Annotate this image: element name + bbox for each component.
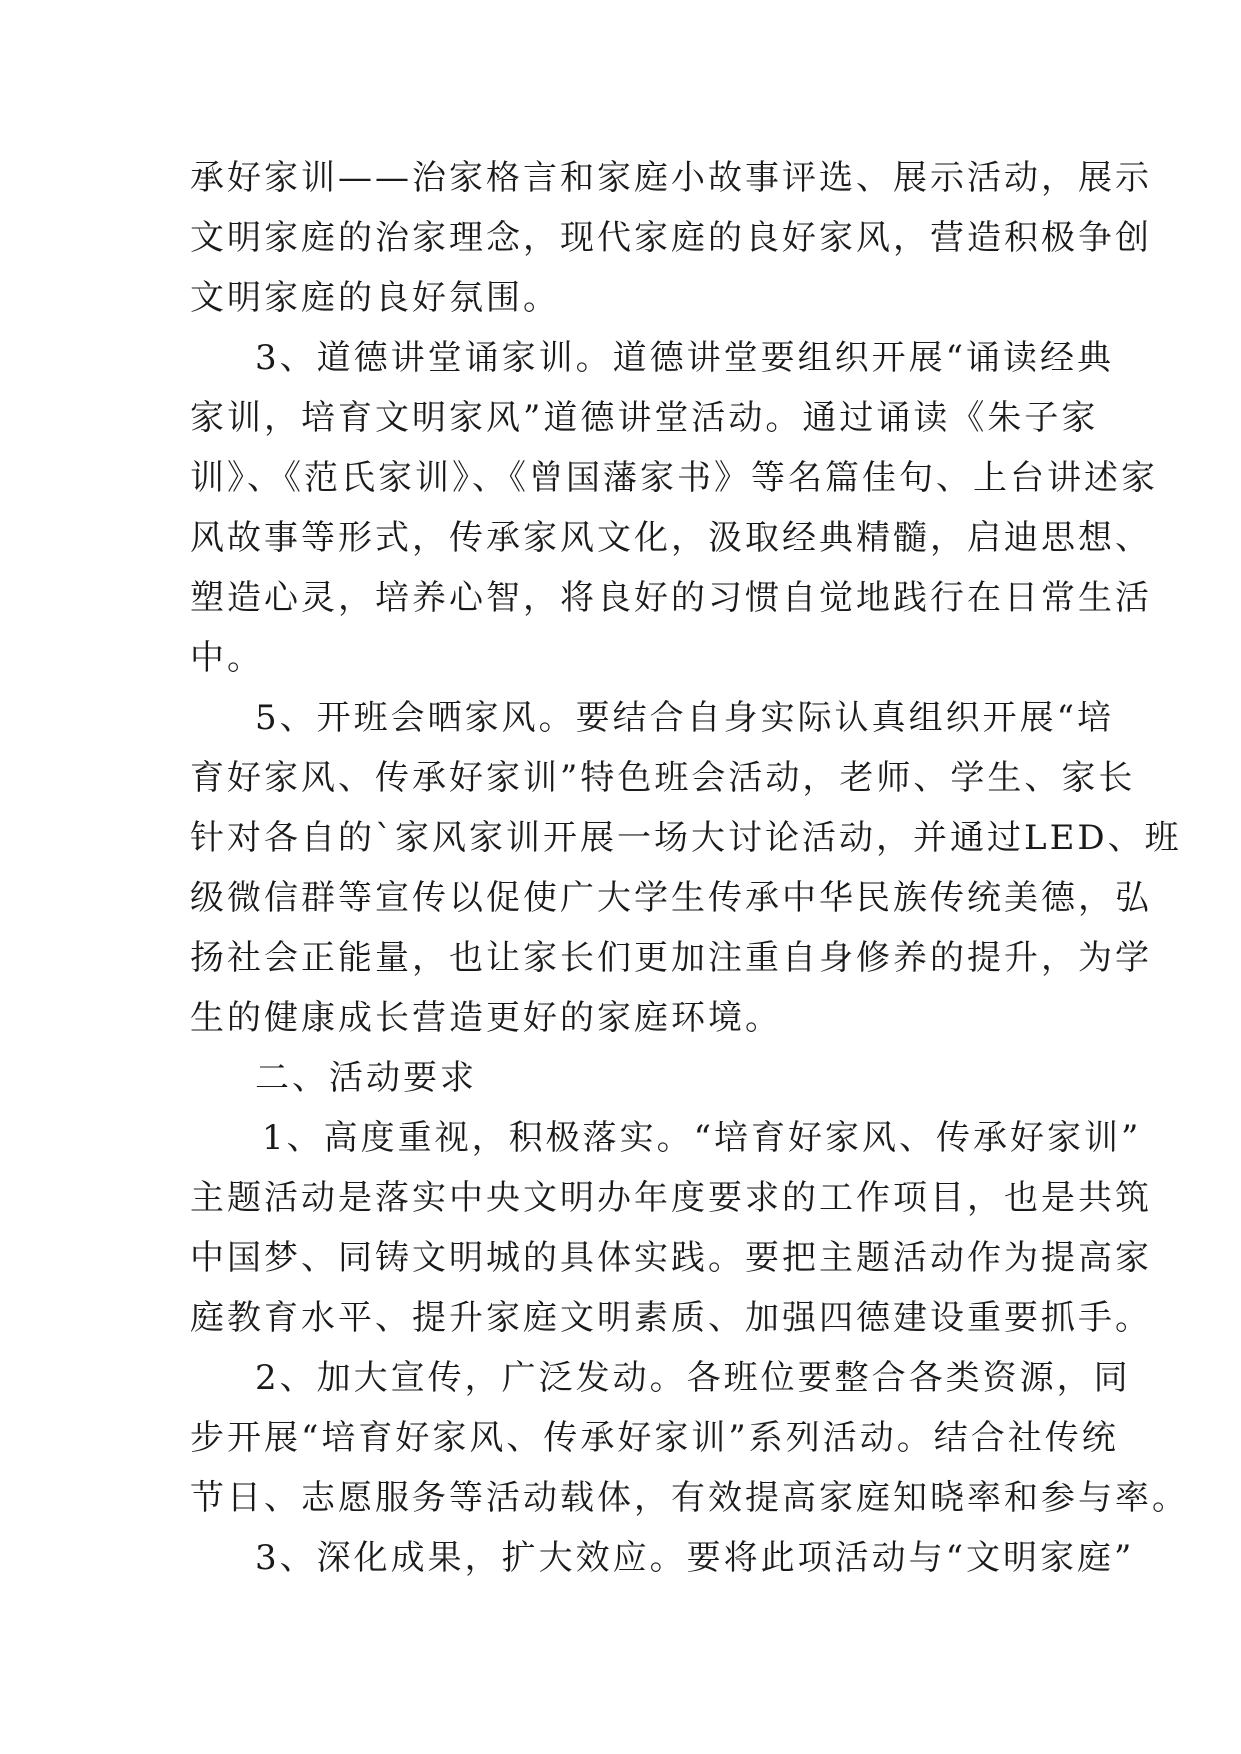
text-line: 3、道德讲堂诵家训。道德讲堂要组织开展“诵读经典 bbox=[255, 338, 1115, 378]
text-line: 庭教育水平、提升家庭文明素质、加强四德建设重要抓手。 bbox=[190, 1298, 1152, 1338]
text-line: 3、深化成果，扩大效应。要将此项活动与“文明家庭” bbox=[255, 1538, 1135, 1578]
text-line: 2、加大宣传，广泛发动。各班位要整合各类资源，同 bbox=[255, 1358, 1131, 1398]
text-line: 级微信群等宣传以促使广大学生传承中华民族传统美德，弘 bbox=[190, 878, 1152, 918]
text-line: 1、高度重视，积极落实。“培育好家风、传承好家训” bbox=[262, 1118, 1142, 1158]
text-line: 塑造心灵，培养心智，将良好的习惯自觉地践行在日常生活 bbox=[190, 578, 1152, 618]
text-line: 家训，培育文明家风”道德讲堂活动。通过诵读《朱子家 bbox=[190, 398, 1099, 438]
text-line: 针对各自的`家风家训开展一场大讨论活动，并通过LED、班 bbox=[190, 818, 1182, 858]
text-line: 生的健康成长营造更好的家庭环境。 bbox=[190, 998, 782, 1038]
text-line: 训》、《范氏家训》、《曾国藩家书》等名篇佳句、上台讲述家 bbox=[190, 458, 1158, 498]
text-line: 文明家庭的治家理念，现代家庭的良好家风，营造积极争创 bbox=[190, 218, 1152, 258]
text-line: 中。 bbox=[190, 638, 264, 678]
text-line: 承好家训——治家格言和家庭小故事评选、展示活动，展示 bbox=[190, 158, 1152, 198]
text-line: 节日、志愿服务等活动载体，有效提高家庭知晓率和参与率。 bbox=[190, 1478, 1189, 1518]
text-line: 5、开班会晒家风。要结合自身实际认真组织开展“培 bbox=[255, 698, 1115, 738]
text-line: 主题活动是落实中央文明办年度要求的工作项目，也是共筑 bbox=[190, 1178, 1152, 1218]
text-line: 中国梦、同铸文明城的具体实践。要把主题活动作为提高家 bbox=[190, 1238, 1152, 1278]
text-line: 步开展“培育好家风、传承好家训”系列活动。结合社传统 bbox=[190, 1418, 1119, 1458]
text-line: 风故事等形式，传承家风文化，汲取经典精髓，启迪思想、 bbox=[190, 518, 1152, 558]
text-line: 扬社会正能量，也让家长们更加注重自身修养的提升，为学 bbox=[190, 938, 1152, 978]
text-line: 育好家风、传承好家训”特色班会活动，老师、学生、家长 bbox=[190, 758, 1136, 798]
section-heading: 二、活动要求 bbox=[255, 1058, 477, 1098]
text-line: 文明家庭的良好氛围。 bbox=[190, 278, 560, 318]
